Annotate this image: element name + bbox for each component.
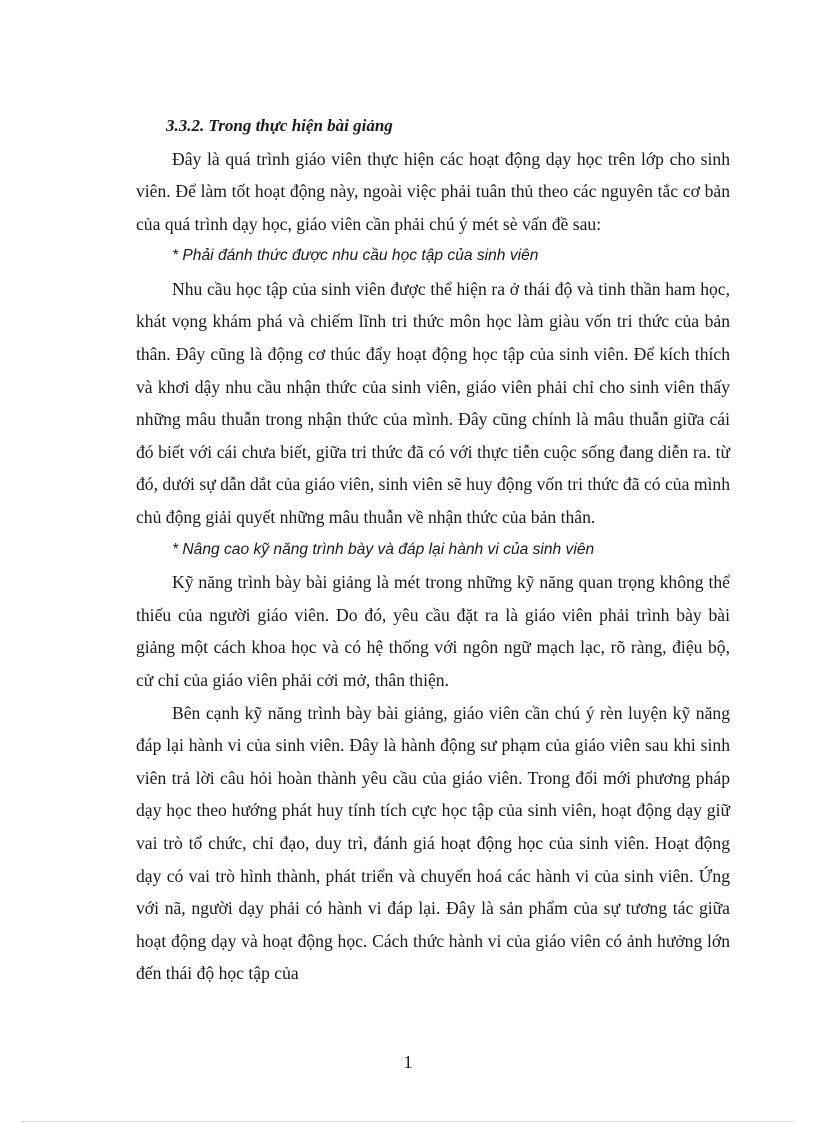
subheading-learning-needs: * Phải đánh thức được nhu cầu học tập của sinh viên	[172, 247, 539, 265]
paragraph-learning-needs: Nhu cầu học tập của sinh viên được thể hiện ra ở thái độ và tinh thần ham học, khát vọng khám phá và chiếm lĩnh tri thức môn học làm giàu vốn tri thức của bản thân. Đây cũng là động cơ thúc đẩy hoạt động học tập của sinh viên. Để kích thích và khơi dậy nhu cầu nhận thức của sinh viên, giáo viên phải chỉ cho sinh viên thấy những mâu thuẫn trong nhận thức của mình. Đây cũng chính là mâu thuẫn giữa cái đó biết với cái chưa biết, giữa tri thức đã có với thực tiễn cuộc sống đang diễn ra. từ đó, dưới sự dẫn dắt của giáo viên, sinh viên sẽ huy động vốn tri thức đã có của mình chủ động giải quyết những mâu thuẫn về nhận thức của bản thân.	[136, 278, 730, 528]
subheading-presentation-skills: * Nâng cao kỹ năng trình bày và đáp lại hành vi của sinh viên	[172, 540, 595, 558]
paragraph-intro: Đây là quá trình giáo viên thực hiện các hoạt động dạy học trên lớp cho sinh viên. Để làm tốt hoạt động này, ngoài việc phải tuân thủ theo các nguyên tắc cơ bản của quá trình dạy học, giáo viên cần phải chú ý mét sè vấn đề sau:	[136, 148, 730, 234]
paragraph-presentation-skills: Kỹ năng trình bày bài giảng là mét trong những kỹ năng quan trọng không thể thiếu của người giáo viên. Do đó, yêu cầu đặt ra là giáo viên phải trình bày bài giảng một cách khoa học và có hệ thống với ngôn ngữ mạch lạc, rõ ràng, điệu bộ, cử chỉ của giáo viên phải cởi mở, thân thiện.	[136, 572, 730, 690]
paragraph-feedback-behavior: Bên cạnh kỹ năng trình bày bài giảng, giáo viên cần chú ý rèn luyện kỹ năng đáp lại hành vi của sinh viên. Đây là hành động sư phạm của giáo viên sau khi sinh viên trả lời câu hỏi hoàn thành yêu cầu của giáo viên. Trong đổi mới phương pháp dạy học theo hướng phát huy tính tích cực học tập của sinh viên, hoạt động dạy giữ vai trò tổ chức, chỉ đạo, duy trì, đánh giá hoạt động học của sinh viên. Hoạt động dạy có vai trò hình thành, phát triển và chuyển hoá các hành vi của sinh viên. Ứng với nã, người dạy phải có hành vi đáp lại. Đây là sản phẩm của sự tương tác giữa hoạt động dạy và hoạt động học. Cách thức hành vi của giáo viên có ảnh hưởng lớn đến thái độ học tập của	[136, 702, 730, 984]
page-content	[136, 110, 730, 990]
page-bottom-divider	[22, 1121, 794, 1122]
section-heading: 3.3.2. Trong thực hiện bài giảng	[166, 116, 393, 135]
page-number: 1	[403, 1052, 413, 1072]
